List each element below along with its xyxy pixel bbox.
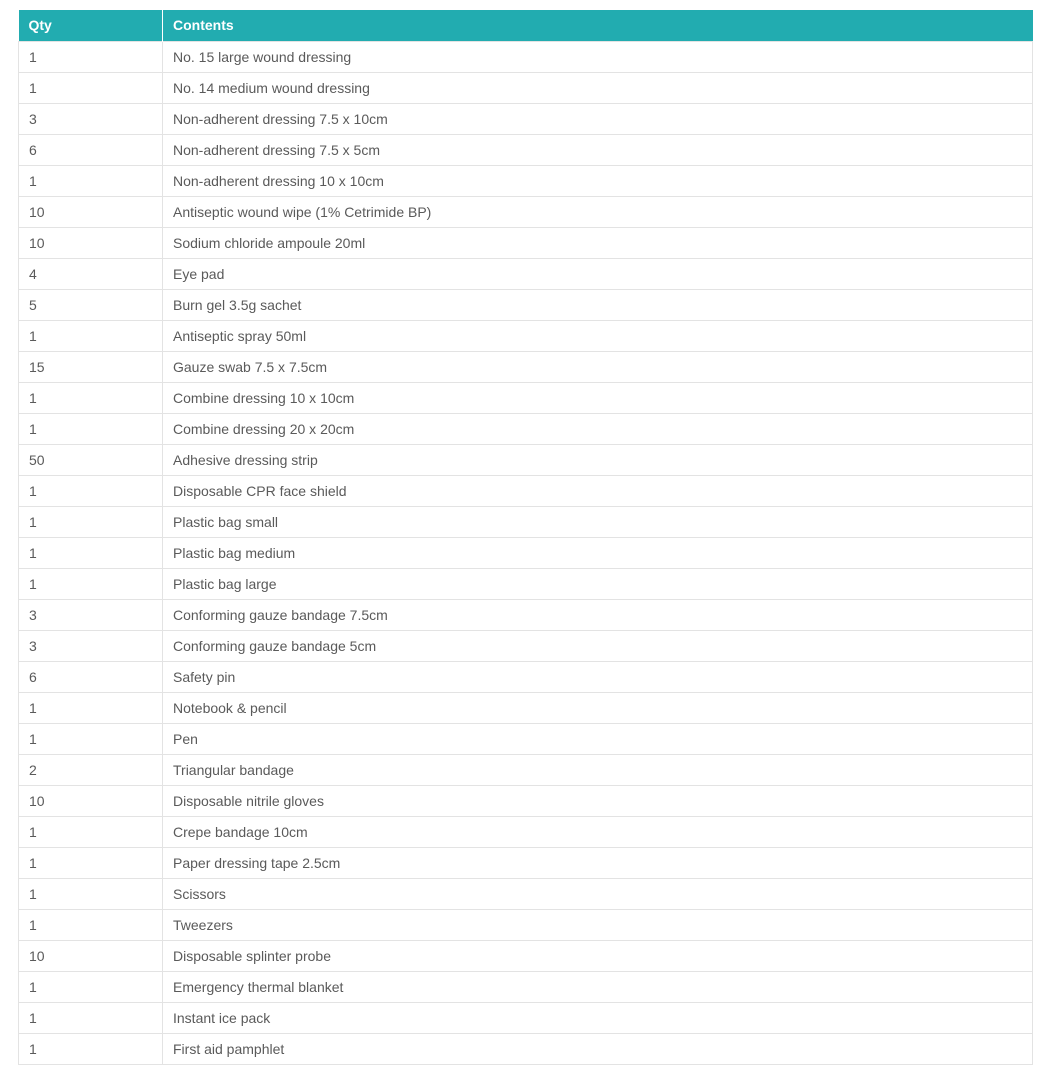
table-row <box>19 630 1033 661</box>
qty-cell: 1 <box>19 475 163 506</box>
contents-cell: Paper dressing tape 2.5cm <box>163 847 1033 878</box>
contents-cell: Pen <box>163 723 1033 754</box>
qty-cell: 1 <box>19 1002 163 1033</box>
qty-cell: 3 <box>19 599 163 630</box>
contents-cell: Combine dressing 10 x 10cm <box>163 382 1033 413</box>
table-row <box>19 320 1033 351</box>
table-row <box>19 661 1033 692</box>
qty-cell: 1 <box>19 878 163 909</box>
contents-cell: Adhesive dressing strip <box>163 444 1033 475</box>
contents-cell: Antiseptic spray 50ml <box>163 320 1033 351</box>
qty-cell: 4 <box>19 258 163 289</box>
contents-table <box>18 10 1033 1065</box>
contents-cell: Plastic bag large <box>163 568 1033 599</box>
table-row <box>19 351 1033 382</box>
qty-cell: 15 <box>19 351 163 382</box>
qty-cell: 50 <box>19 444 163 475</box>
header-contents: Contents <box>163 10 1033 41</box>
qty-cell: 10 <box>19 785 163 816</box>
qty-cell: 10 <box>19 196 163 227</box>
table-row <box>19 413 1033 444</box>
qty-cell: 1 <box>19 413 163 444</box>
table-row <box>19 816 1033 847</box>
table-row <box>19 258 1033 289</box>
contents-cell: Tweezers <box>163 909 1033 940</box>
contents-cell: Conforming gauze bandage 5cm <box>163 630 1033 661</box>
header-row <box>19 10 1033 41</box>
qty-cell: 1 <box>19 41 163 72</box>
contents-cell: Instant ice pack <box>163 1002 1033 1033</box>
qty-cell: 3 <box>19 630 163 661</box>
table-row <box>19 568 1033 599</box>
qty-cell: 1 <box>19 165 163 196</box>
contents-cell: Notebook & pencil <box>163 692 1033 723</box>
table-row <box>19 289 1033 320</box>
qty-cell: 5 <box>19 289 163 320</box>
qty-cell: 1 <box>19 568 163 599</box>
contents-cell: Conforming gauze bandage 7.5cm <box>163 599 1033 630</box>
contents-cell: Gauze swab 7.5 x 7.5cm <box>163 351 1033 382</box>
contents-cell: Disposable nitrile gloves <box>163 785 1033 816</box>
qty-cell: 1 <box>19 506 163 537</box>
table-row <box>19 41 1033 72</box>
qty-cell: 1 <box>19 692 163 723</box>
header-qty: Qty <box>19 10 163 41</box>
table-row <box>19 971 1033 1002</box>
contents-cell: Plastic bag medium <box>163 537 1033 568</box>
contents-table-container <box>18 10 1032 1065</box>
contents-cell: Plastic bag small <box>163 506 1033 537</box>
table-row <box>19 165 1033 196</box>
table-row <box>19 382 1033 413</box>
table-row <box>19 878 1033 909</box>
contents-cell: Combine dressing 20 x 20cm <box>163 413 1033 444</box>
qty-cell: 1 <box>19 72 163 103</box>
contents-cell: Non-adherent dressing 7.5 x 10cm <box>163 103 1033 134</box>
table-row <box>19 475 1033 506</box>
contents-cell: No. 14 medium wound dressing <box>163 72 1033 103</box>
table-row <box>19 909 1033 940</box>
table-row <box>19 692 1033 723</box>
contents-cell: Sodium chloride ampoule 20ml <box>163 227 1033 258</box>
table-row <box>19 103 1033 134</box>
table-row <box>19 72 1033 103</box>
table-header <box>19 10 1033 41</box>
table-row <box>19 196 1033 227</box>
qty-cell: 2 <box>19 754 163 785</box>
contents-cell: First aid pamphlet <box>163 1033 1033 1064</box>
table-row <box>19 1002 1033 1033</box>
table-row <box>19 1033 1033 1064</box>
contents-cell: Non-adherent dressing 7.5 x 5cm <box>163 134 1033 165</box>
qty-cell: 10 <box>19 227 163 258</box>
contents-cell: Disposable CPR face shield <box>163 475 1033 506</box>
contents-cell: Triangular bandage <box>163 754 1033 785</box>
qty-cell: 1 <box>19 320 163 351</box>
contents-cell: Disposable splinter probe <box>163 940 1033 971</box>
table-row <box>19 847 1033 878</box>
table-row <box>19 227 1033 258</box>
qty-cell: 1 <box>19 971 163 1002</box>
table-row <box>19 754 1033 785</box>
table-row <box>19 940 1033 971</box>
qty-cell: 1 <box>19 847 163 878</box>
contents-cell: Emergency thermal blanket <box>163 971 1033 1002</box>
qty-cell: 1 <box>19 816 163 847</box>
table-body <box>19 41 1033 1064</box>
contents-cell: Crepe bandage 10cm <box>163 816 1033 847</box>
qty-cell: 1 <box>19 382 163 413</box>
contents-cell: Safety pin <box>163 661 1033 692</box>
qty-cell: 1 <box>19 723 163 754</box>
contents-cell: Scissors <box>163 878 1033 909</box>
table-row <box>19 723 1033 754</box>
table-row <box>19 444 1033 475</box>
qty-cell: 1 <box>19 909 163 940</box>
contents-cell: Eye pad <box>163 258 1033 289</box>
qty-cell: 3 <box>19 103 163 134</box>
table-row <box>19 537 1033 568</box>
qty-cell: 1 <box>19 1033 163 1064</box>
table-row <box>19 785 1033 816</box>
qty-cell: 6 <box>19 661 163 692</box>
table-row <box>19 506 1033 537</box>
contents-cell: Non-adherent dressing 10 x 10cm <box>163 165 1033 196</box>
table-row <box>19 599 1033 630</box>
contents-cell: No. 15 large wound dressing <box>163 41 1033 72</box>
qty-cell: 1 <box>19 537 163 568</box>
qty-cell: 10 <box>19 940 163 971</box>
contents-cell: Burn gel 3.5g sachet <box>163 289 1033 320</box>
table-row <box>19 134 1033 165</box>
qty-cell: 6 <box>19 134 163 165</box>
contents-cell: Antiseptic wound wipe (1% Cetrimide BP) <box>163 196 1033 227</box>
